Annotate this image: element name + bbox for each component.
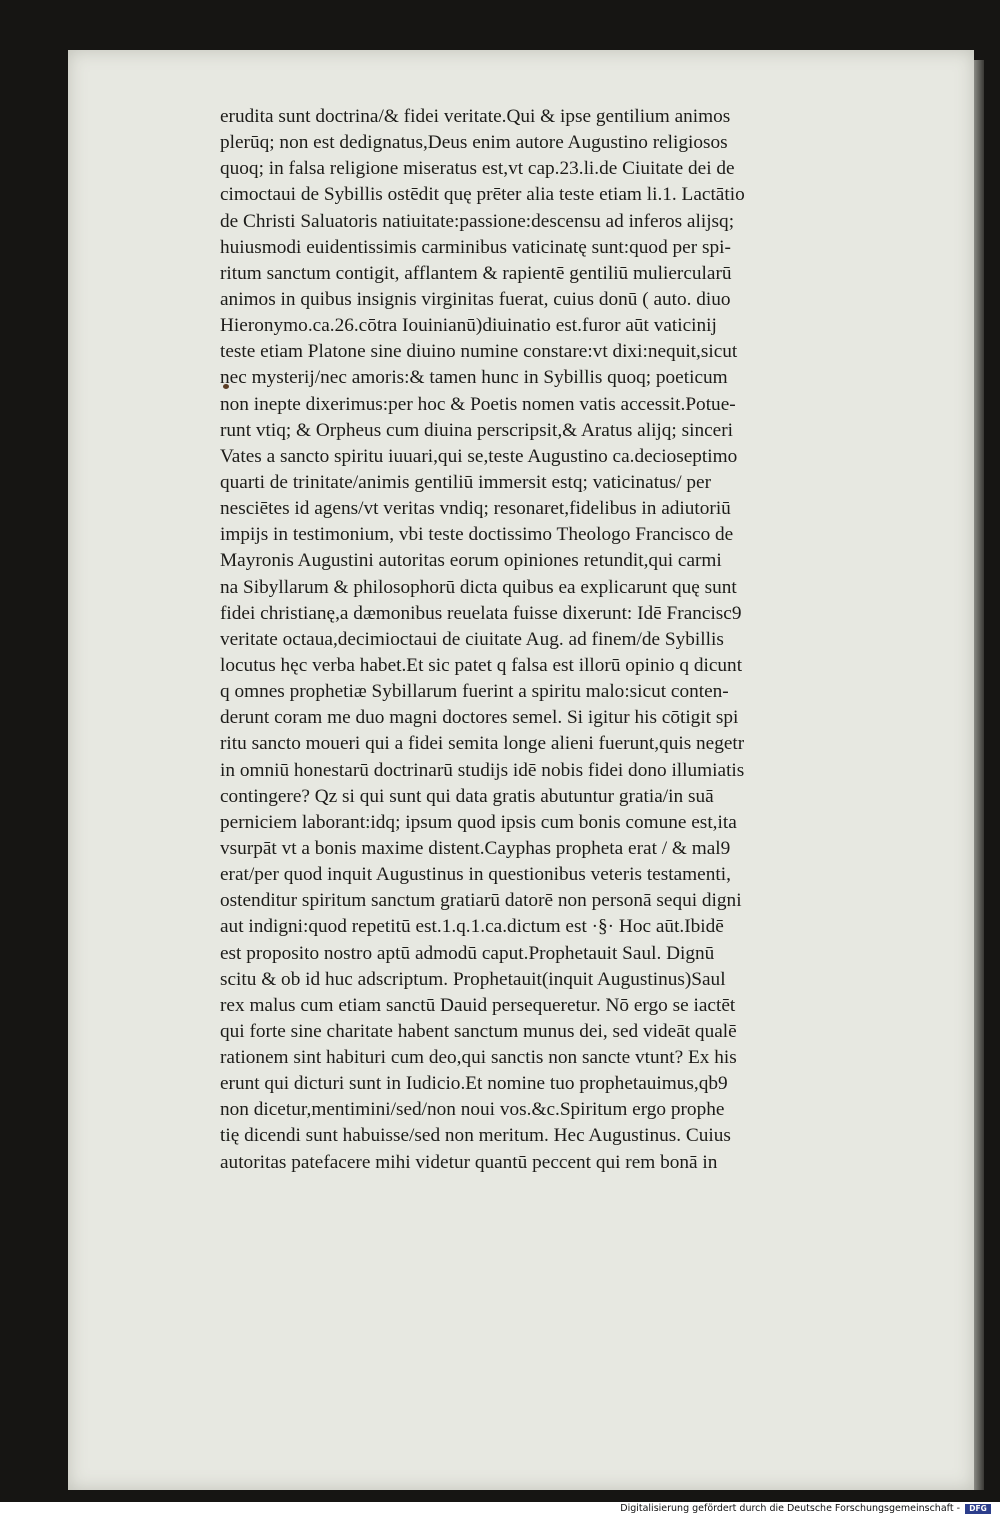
text-line: Mayronis Augustini autoritas eorum opiniones retundit,qui carmi <box>220 550 722 572</box>
text-line: ritum sanctum contigit, afflantem & rapientē gentiliū muliercularū <box>220 262 732 284</box>
text-line: tię dicendi sunt habuisse/sed non meritum. Hec Augustinus. Cuius <box>220 1125 731 1147</box>
text-line: scitu & ob id huc adscriptum. Prophetauit(inquit Augustinus)Saul <box>220 968 726 990</box>
text-line: non dicetur,mentimini/sed/non noui vos.&c.Spiritum ergo prophe <box>220 1099 725 1121</box>
text-line: quoq; in falsa religione miseratus est,vt cap.23.li.de Ciuitate dei de <box>220 158 735 180</box>
text-line: est proposito nostro aptū admodū caput.Prophetauit Saul. Dignū <box>220 942 715 964</box>
text-line: teste etiam Platone sine diuino numine constare:vt dixi:nequit,sicut <box>220 341 738 363</box>
text-line: locutus hęc verba habet.Et sic patet q falsa est illorū opinio q dicunt <box>220 654 743 676</box>
text-line: cimoctaui de Sybillis ostēdit quę prēter alia teste etiam li.1. Lactātio <box>220 184 745 206</box>
text-line: aut indigni:quod repetitū est.1.q.1.ca.dictum est ·§· Hoc aūt.Ibidē <box>220 916 724 938</box>
body-text <box>220 104 910 1176</box>
text-line: nesciētes id agens/vt veritas vndiq; resonaret,fidelibus in adiutoriū <box>220 498 731 520</box>
text-line: runt vtiq; & Orpheus cum diuina perscripsit,& Aratus alijq; sinceri <box>220 419 734 441</box>
text-line: erudita sunt doctrina/& fidei veritate.Qui & ipse gentilium animos <box>220 106 731 127</box>
dfg-logo-icon: DFG <box>965 1504 991 1514</box>
page-edge <box>974 60 984 1490</box>
text-line: Vates a sancto spiritu iuuari,qui se,teste Augustino ca.decioseptimo <box>220 445 738 467</box>
text-line: veritate octaua,decimioctaui de ciuitate Aug. ad finem/de Sybillis <box>220 628 724 650</box>
text-line: nec mysterij/nec amoris:& tamen hunc in Sybillis quoq; poeticum <box>220 367 728 389</box>
text-line: vsurpāt vt a bonis maxime distent.Cayphas propheta erat / & mal9 <box>220 837 731 859</box>
text-line: Hieronymo.ca.26.cōtra Iouinianū)diuinatio est.furor aūt vaticinij <box>220 315 717 337</box>
text-line: qui forte sine charitate habent sanctum munus dei, sed videāt qualē <box>220 1020 737 1042</box>
text-line: rationem sint habituri cum deo,qui sanctis non sancte vtunt? Ex his <box>220 1047 737 1069</box>
text-line: derunt coram me duo magni doctores semel. Si igitur his cōtigit spi <box>220 707 739 729</box>
text-line: impijs in testimonium, vbi teste doctissimo Theologo Francisco de <box>220 524 734 546</box>
text-line: ritu sancto moueri qui a fidei semita longe alieni fuerunt,quis negetr <box>220 733 745 755</box>
text-line: erunt qui dicturi sunt in Iudicio.Et nomine tuo prophetauimus,qb9 <box>220 1073 728 1095</box>
text-line: plerūq; non est dedignatus,Deus enim autore Augustino religiosos <box>220 132 728 154</box>
text-line: non inepte dixerimus:per hoc & Poetis nomen vatis accessit.Potue- <box>220 393 736 415</box>
text-line: de Christi Saluatoris natiuitate:passione:descensu ad inferos alijsq; <box>220 210 735 232</box>
text-line: huiusmodi euidentissimis carminibus vaticinatę sunt:quod per spi- <box>220 236 731 258</box>
text-line: contingere? Qz si qui sunt qui data gratis abutuntur gratia/in suā <box>220 785 714 807</box>
text-line: fidei christianę,a dæmonibus reuelata fuisse dixerunt: Idē Francisc9 <box>220 602 742 624</box>
text-line: in omniū honestarū doctrinarū studijs idē nobis fidei dono illumiatis <box>220 759 745 781</box>
text-line: ostenditur spiritum sanctum gratiarū datorē non personā sequi digni <box>220 890 742 912</box>
footer-credit: Digitalisierung gefördert durch die Deutsche Forschungsgemeinschaft - <box>620 1503 960 1514</box>
text-line: na Sibyllarum & philosophorū dicta quibus ea explicarunt quę sunt <box>220 576 737 598</box>
text-line: autoritas patefacere mihi videtur quantū peccent qui rem bonā in <box>220 1151 718 1173</box>
text-line: perniciem laborant:idq; ipsum quod ipsis cum bonis comune est,ita <box>220 811 737 833</box>
text-line: animos in quibus insignis virginitas fuerat, cuius donū ( auto. diuo <box>220 288 731 310</box>
text-line: quarti de trinitate/animis gentiliū immersit estq; vaticinatus/ per <box>220 471 712 493</box>
text-line: rex malus cum etiam sanctū Dauid persequeretur. Nō ergo se iactēt <box>220 994 736 1016</box>
text-line: q omnes prophetiæ Sybillarum fuerint a spiritu malo:sicut conten- <box>220 681 729 703</box>
text-line: erat/per quod inquit Augustinus in questionibus veteris testamenti, <box>220 864 731 886</box>
